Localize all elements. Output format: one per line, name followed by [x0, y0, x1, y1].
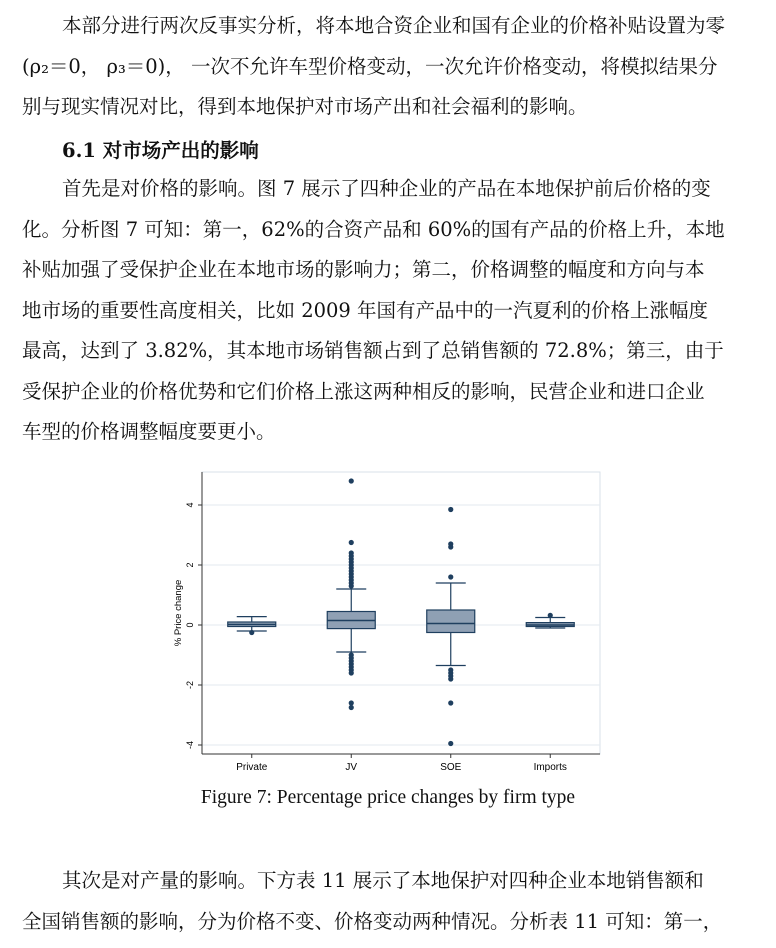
- paragraph-intro: [22, 6, 742, 128]
- y-axis-label: % Price change: [173, 579, 184, 647]
- outlier-point: [249, 630, 254, 635]
- text-line: (ρ₂＝0， ρ₃＝0)， 一次不允许车型价格变动，一次允许价格变动，将模拟结果分: [22, 54, 718, 78]
- x-tick-label: JV: [345, 762, 358, 773]
- text-line: 受保护企业的价格优势和它们价格上涨这两种相反的影响，民营企业和进口企业: [22, 379, 705, 403]
- plot-area: [202, 472, 600, 754]
- outlier-point: [548, 613, 553, 618]
- paragraph-output-effect: [22, 861, 742, 942]
- text-line: 全国销售额的影响，分为价格不变、价格变动两种情况。分析表 11 可知：第一，: [22, 909, 723, 933]
- outlier-point: [349, 583, 354, 588]
- x-tick-label: Private: [236, 762, 268, 773]
- text-line: 化。分析图 7 可知：第一，62%的合资产品和 60%的国有产品的价格上升，本地: [22, 217, 725, 241]
- y-tick-label: -2: [185, 680, 195, 690]
- y-tick-label: 2: [185, 562, 195, 568]
- y-tick-label: 0: [185, 622, 195, 628]
- iqr-box: [427, 610, 475, 633]
- outlier-point: [448, 741, 453, 746]
- outlier-point: [448, 544, 453, 549]
- outlier-point: [349, 478, 354, 483]
- outlier-point: [349, 700, 354, 705]
- outlier-point: [349, 705, 354, 710]
- outlier-point: [448, 700, 453, 705]
- outlier-point: [448, 507, 453, 512]
- x-tick-label: SOE: [440, 762, 462, 773]
- box-plot-chart: [168, 464, 602, 778]
- y-tick-label: 4: [185, 502, 195, 508]
- text-line: 补贴加强了受保护企业在本地市场的影响力；第二，价格调整的幅度和方向与本: [22, 258, 705, 281]
- outlier-point: [448, 676, 453, 681]
- outlier-point: [448, 574, 453, 579]
- x-tick-label: Imports: [533, 762, 567, 773]
- text-line: 车型的价格调整幅度要更小。: [22, 420, 276, 443]
- text-line: 别与现实情况对比，得到本地保护对市场产出和社会福利的影响。: [22, 95, 588, 118]
- paragraph-price-effect: [22, 169, 742, 453]
- text-line: 其次是对产量的影响。下方表 11 展示了本地保护对四种企业本地销售额和: [62, 869, 704, 892]
- y-tick-label: -4: [185, 740, 195, 750]
- figure-caption: Figure 7: Percentage price changes by firm type: [200, 787, 576, 808]
- figure-7: [168, 464, 602, 778]
- text-line: 首先是对价格的影响。图 7 展示了四种企业的产品在本地保护前后价格的变: [62, 177, 711, 200]
- text-line: 本部分进行两次反事实分析，将本地合资企业和国有企业的价格补贴设置为零: [62, 14, 726, 37]
- outlier-point: [349, 540, 354, 545]
- text-line: 地市场的重要性高度相关，比如 2009 年国有产品中的一汽夏利的价格上涨幅度: [22, 298, 709, 322]
- outlier-point: [349, 670, 354, 675]
- section-heading: 6.1 对市场产出的影响: [62, 139, 259, 162]
- text-line: 最高，达到了 3.82%，其本地市场销售额占到了总销售额的 72.8%；第三，由于: [22, 339, 724, 362]
